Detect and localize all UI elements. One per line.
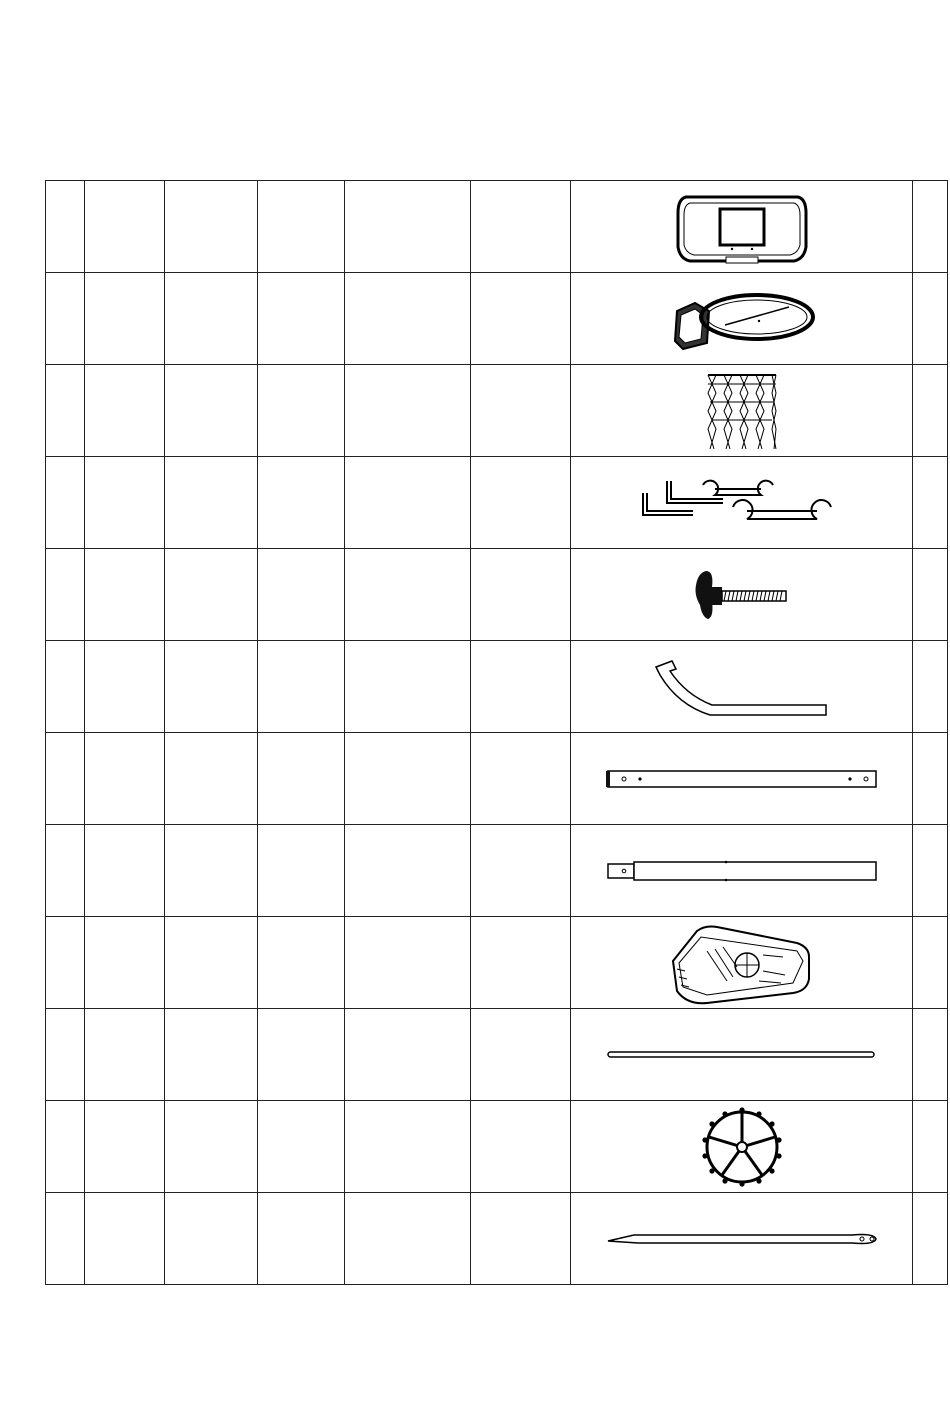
table-row: [46, 457, 948, 549]
illustration-cell: [571, 181, 913, 273]
table-cell: [913, 1101, 948, 1193]
table-cell: [46, 181, 85, 273]
table-cell: [46, 641, 85, 733]
illustration-cell: [571, 365, 913, 457]
table-cell: [345, 641, 471, 733]
table-cell: [165, 549, 258, 641]
table-cell: [258, 457, 345, 549]
table-cell: [345, 1193, 471, 1285]
table-cell: [258, 641, 345, 733]
illustration-cell: [571, 641, 913, 733]
table-cell: [85, 273, 165, 365]
table-cell: [258, 273, 345, 365]
table-cell: [913, 917, 948, 1009]
illustration-cell: [571, 917, 913, 1009]
table-cell: [46, 1101, 85, 1193]
table-cell: [345, 181, 471, 273]
hand-knob-bolt-illustration: [692, 565, 792, 625]
backboard-illustration: [672, 187, 812, 267]
net-illustration: [702, 369, 782, 453]
table-cell: [913, 273, 948, 365]
table-cell: [913, 733, 948, 825]
table-cell: [165, 1193, 258, 1285]
table-cell: [471, 273, 571, 365]
table-cell: [46, 457, 85, 549]
table-cell: [85, 733, 165, 825]
table-cell: [345, 365, 471, 457]
table-row: [46, 1009, 948, 1101]
table-cell: [85, 641, 165, 733]
table-cell: [345, 273, 471, 365]
table-cell: [165, 641, 258, 733]
illustration-cell: [571, 1193, 913, 1285]
table-cell: [85, 1101, 165, 1193]
table-cell: [345, 733, 471, 825]
illustration-cell: [571, 273, 913, 365]
table-row: [46, 181, 948, 273]
table-cell: [913, 181, 948, 273]
table-cell: [258, 917, 345, 1009]
table-cell: [165, 365, 258, 457]
table-cell: [913, 825, 948, 917]
table-cell: [258, 1193, 345, 1285]
table-cell: [165, 825, 258, 917]
table-cell: [345, 1009, 471, 1101]
table-cell: [471, 549, 571, 641]
table-cell: [471, 917, 571, 1009]
table-cell: [913, 1009, 948, 1101]
base-illustration: [667, 921, 817, 1005]
table-cell: [85, 549, 165, 641]
table-cell: [913, 365, 948, 457]
table-row: [46, 549, 948, 641]
table-cell: [46, 365, 85, 457]
table-cell: [165, 733, 258, 825]
table-row: [46, 733, 948, 825]
table-row: [46, 641, 948, 733]
lower-pole-illustration: [602, 856, 882, 886]
table-cell: [913, 457, 948, 549]
table-cell: [258, 365, 345, 457]
table-cell: [46, 549, 85, 641]
parts-table: [45, 180, 948, 1285]
table-cell: [471, 1009, 571, 1101]
table-cell: [165, 1101, 258, 1193]
wrench-and-hex-key-set-illustration: [637, 473, 847, 533]
rim-illustration: [667, 281, 817, 357]
table-cell: [165, 917, 258, 1009]
table-cell: [258, 825, 345, 917]
table-row: [46, 365, 948, 457]
table-cell: [165, 181, 258, 273]
table-cell: [165, 1009, 258, 1101]
table-cell: [85, 457, 165, 549]
table-cell: [913, 1193, 948, 1285]
table-cell: [913, 641, 948, 733]
straight-rod-illustration: [602, 1045, 882, 1065]
table-cell: [471, 733, 571, 825]
illustration-cell: [571, 1101, 913, 1193]
table-cell: [258, 733, 345, 825]
illustration-cell: [571, 457, 913, 549]
table-cell: [913, 549, 948, 641]
table-row: [46, 1101, 948, 1193]
table-cell: [85, 825, 165, 917]
table-cell: [46, 1009, 85, 1101]
table-row: [46, 273, 948, 365]
table-cell: [471, 365, 571, 457]
table-cell: [258, 549, 345, 641]
table-row: [46, 825, 948, 917]
table-cell: [258, 1101, 345, 1193]
table-cell: [165, 457, 258, 549]
table-cell: [258, 1009, 345, 1101]
table-cell: [46, 825, 85, 917]
table-cell: [471, 641, 571, 733]
flattened-end-brace-illustration: [602, 1227, 882, 1251]
illustration-cell: [571, 825, 913, 917]
table-cell: [345, 917, 471, 1009]
curved-support-arm-illustration: [652, 655, 832, 719]
table-cell: [345, 457, 471, 549]
illustration-cell: [571, 733, 913, 825]
table-cell: [85, 365, 165, 457]
illustration-cell: [571, 549, 913, 641]
table-row: [46, 917, 948, 1009]
table-cell: [471, 457, 571, 549]
table-cell: [345, 825, 471, 917]
upper-pole-illustration: [602, 764, 882, 794]
table-cell: [165, 273, 258, 365]
table-cell: [471, 1193, 571, 1285]
table-cell: [258, 181, 345, 273]
table-row: [46, 1193, 948, 1285]
table-cell: [345, 549, 471, 641]
table-cell: [85, 1009, 165, 1101]
table-cell: [85, 181, 165, 273]
table-cell: [85, 1193, 165, 1285]
table-cell: [46, 733, 85, 825]
table-cell: [471, 825, 571, 917]
wheel-illustration: [697, 1102, 787, 1192]
illustration-cell: [571, 1009, 913, 1101]
table-cell: [471, 181, 571, 273]
table-cell: [345, 1101, 471, 1193]
table-cell: [46, 917, 85, 1009]
table-cell: [46, 273, 85, 365]
table-cell: [471, 1101, 571, 1193]
table-cell: [85, 917, 165, 1009]
table-cell: [46, 1193, 85, 1285]
